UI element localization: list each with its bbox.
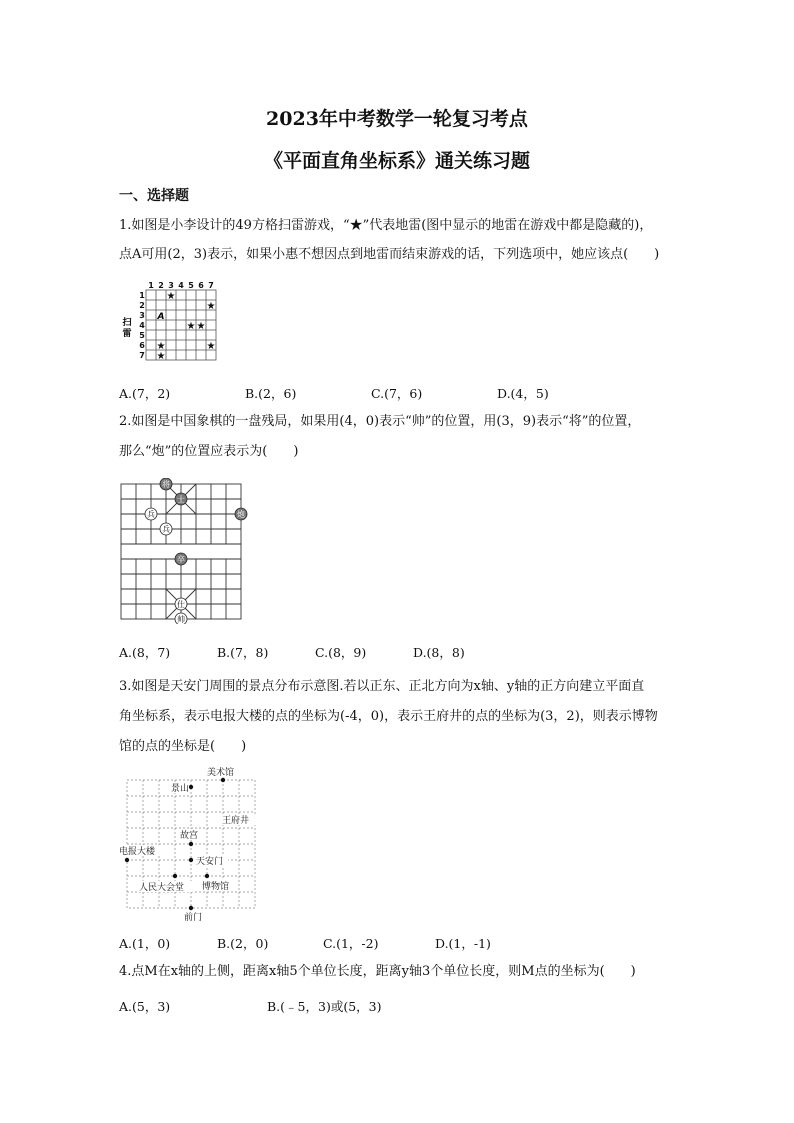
row-label: 7 [139, 351, 145, 360]
option-a[interactable]: A.(1，0) [119, 936, 171, 951]
label-meishuguan: 美术馆 [207, 768, 235, 778]
label-dianbao: 电报大楼 [119, 847, 156, 857]
section-heading: 一、选择题 [119, 188, 189, 204]
mine-star-icon: ★ [156, 341, 166, 352]
piece-pao: 炮 [237, 510, 245, 519]
side-label-lei: 雷 [122, 329, 132, 339]
question-2-line-1: 2.如图是中国象棋的一盘残局，如果用(4，0)表示“帅”的位置，用(3，9)表示“将”的位置， [119, 414, 641, 429]
row-label: 5 [139, 331, 145, 340]
side-label-sao: 扫 [122, 318, 132, 328]
col-label: 3 [168, 281, 174, 290]
point-a-label: A [157, 312, 165, 322]
minesweeper-figure [118, 278, 228, 368]
option-b[interactable]: B.(﹣5，3)或(5，3) [267, 999, 382, 1014]
row-label: 2 [139, 301, 145, 310]
question-4-line-1: 4.点M在x轴的上侧，距离x轴5个单位长度，距离y轴3个单位长度，则M点的坐标为( ) [119, 964, 636, 979]
question-1-line-1: 1.如图是小李设计的49方格扫雷游戏，“★”代表地雷(图中显示的地雷在游戏中都是隐藏的)， [119, 218, 653, 233]
question-1-line-2: 点A可用(2，3)表示，如果小惠不想因点到地雷而结束游戏的话，下列选项中，她应该点( ) [119, 247, 660, 262]
point-dianbao [125, 858, 129, 862]
option-b[interactable]: B.(7，8) [217, 645, 269, 660]
row-label: 6 [139, 341, 145, 350]
col-label: 2 [158, 281, 164, 290]
col-label: 4 [178, 281, 184, 290]
col-label: 5 [188, 281, 194, 290]
chess-board-figure [114, 478, 254, 624]
col-label: 6 [198, 281, 204, 290]
question-3-line-2: 角坐标系，表示电报大楼的点的坐标为(-4，0)，表示王府井的点的坐标为(3，2)，则表示博物 [119, 709, 658, 724]
question-3-options [119, 934, 719, 954]
option-b[interactable]: B.(2，0) [217, 936, 269, 951]
question-3-line-3: 馆的点的坐标是( ) [119, 739, 247, 754]
point-tiananmen [189, 858, 193, 862]
question-2-options [119, 643, 719, 663]
piece-shuai: 帅 [177, 615, 185, 624]
question-4-options [119, 997, 719, 1017]
label-qianmen: 前门 [184, 913, 203, 923]
option-d[interactable]: D.(1，-1) [435, 936, 491, 951]
option-c[interactable]: C.(8，9) [315, 645, 367, 660]
option-a[interactable]: A.(7，2) [119, 386, 171, 401]
mine-star-icon: ★ [166, 291, 176, 302]
label-jingshan: 景山 [171, 784, 190, 794]
label-gugong: 故宫 [180, 831, 199, 841]
mine-star-icon: ★ [206, 301, 216, 312]
piece-bing-2: 兵 [162, 525, 170, 534]
mine-star-icon: ★ [206, 341, 216, 352]
piece-jiang: 将 [162, 480, 170, 489]
piece-shi-top: 士 [177, 495, 185, 504]
point-bowuguan [205, 874, 209, 878]
col-label: 1 [148, 281, 154, 290]
title-line-1: 2023年中考数学一轮复习考点 [266, 108, 528, 130]
label-wangfujing: 王府井 [222, 816, 250, 826]
option-d[interactable]: D.(4，5) [497, 386, 549, 401]
point-renmin [173, 874, 177, 878]
option-d[interactable]: D.(8，8) [413, 645, 465, 660]
option-c[interactable]: C.(1，-2) [323, 936, 379, 951]
question-2-line-2: 那么“炮”的位置应表示为( ) [119, 444, 299, 459]
piece-bing-1: 兵 [147, 510, 155, 519]
point-jingshan [189, 785, 193, 789]
row-label: 1 [139, 291, 145, 300]
option-b[interactable]: B.(2，6) [245, 386, 297, 401]
point-meishuguan [221, 778, 225, 782]
mine-star-icon: ★ [156, 351, 166, 362]
row-label: 4 [139, 321, 145, 330]
row-label: 3 [139, 311, 145, 320]
label-bowuguan: 博物馆 [202, 882, 230, 892]
question-1-options [119, 384, 719, 404]
question-3-line-1: 3.如图是天安门周围的景点分布示意图.若以正东、正北方向为x轴、y轴的正方向建立平面直 [119, 679, 645, 694]
col-label: 7 [208, 281, 214, 290]
point-qianmen [189, 906, 193, 910]
label-tiananmen: 天安门 [196, 857, 224, 867]
piece-shi-bottom: 仕 [177, 600, 185, 609]
label-renmin: 人民大会堂 [139, 883, 185, 893]
option-a[interactable]: A.(5，3) [119, 999, 171, 1014]
piece-zu: 卒 [177, 555, 185, 564]
tiananmen-map-figure [114, 763, 264, 923]
option-a[interactable]: A.(8，7) [119, 645, 171, 660]
mine-star-icon: ★ [186, 321, 196, 332]
point-gugong [189, 842, 193, 846]
option-c[interactable]: C.(7，6) [371, 386, 423, 401]
title-line-2: 《平面直角坐标系》通关练习题 [263, 150, 530, 172]
mine-star-icon: ★ [196, 321, 206, 332]
